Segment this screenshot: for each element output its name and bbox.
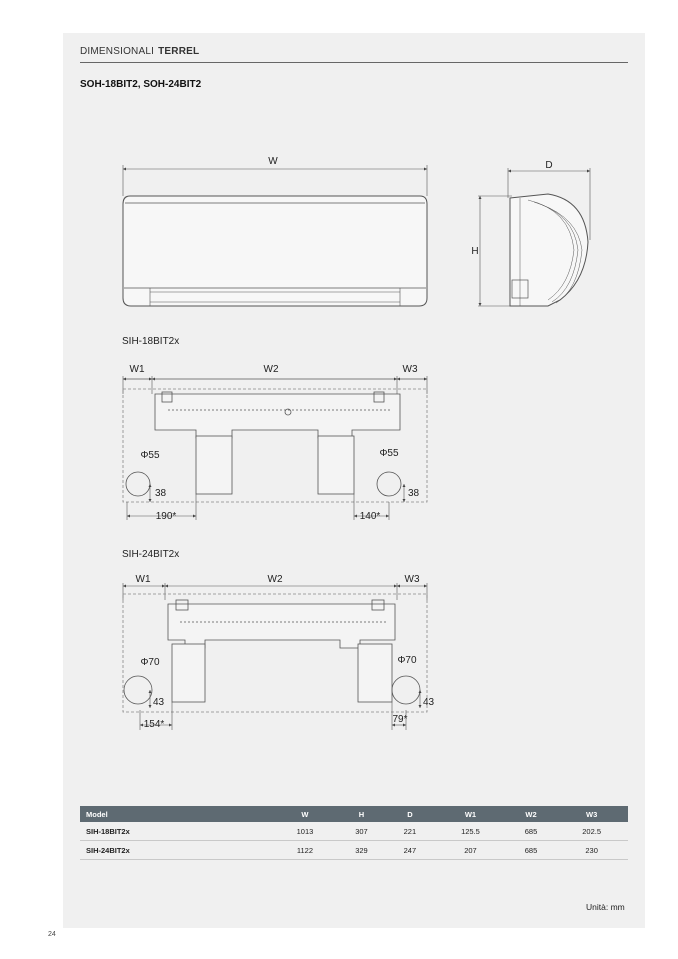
- col-model: Model: [80, 806, 273, 822]
- cell-h: 307: [337, 822, 385, 841]
- hole-left-diameter: Φ55: [140, 450, 160, 461]
- dist-left-value: 190*: [155, 511, 177, 522]
- unit-note: Unità: mm: [586, 902, 625, 912]
- hole-left-diameter: Φ70: [140, 657, 160, 668]
- table-header-row: [80, 806, 628, 822]
- w1-label: W1: [129, 364, 145, 375]
- dimensions-table: [80, 806, 628, 860]
- indoor-unit-front-view: [123, 165, 427, 306]
- w1-label: W1: [135, 574, 151, 585]
- col-h: H: [337, 806, 385, 822]
- col-w3: W3: [555, 806, 628, 822]
- col-w1: W1: [434, 806, 507, 822]
- cell-model: SIH-18BIT2x: [80, 822, 273, 841]
- width-label: W: [268, 156, 278, 167]
- cell-w: 1013: [273, 822, 338, 841]
- offset-left-value: 38: [155, 488, 167, 499]
- offset-left-value: 43: [153, 697, 165, 708]
- section-label: DIMENSIONALI: [80, 46, 155, 57]
- hole-right-diameter: Φ55: [379, 448, 399, 459]
- cell-w2: 685: [507, 822, 555, 841]
- col-w2: W2: [507, 806, 555, 822]
- dist-left-value: 154*: [143, 719, 165, 730]
- bracket-b-drawing: [123, 583, 427, 730]
- cell-d: 221: [386, 822, 434, 841]
- offset-right-value: 38: [408, 488, 420, 499]
- w3-label: W3: [402, 364, 418, 375]
- hole-right-diameter: Φ70: [397, 655, 417, 666]
- cell-w: 1122: [273, 841, 338, 860]
- cell-w3: 202.5: [555, 822, 628, 841]
- w2-label: W2: [263, 364, 279, 375]
- w3-label: W3: [404, 574, 420, 585]
- w2-label: W2: [267, 574, 283, 585]
- page-number: 24: [48, 931, 56, 938]
- cell-d: 247: [386, 841, 434, 860]
- dist-right-value: 79*: [392, 714, 408, 725]
- cell-w1: 207: [434, 841, 507, 860]
- offset-right-value: 43: [423, 697, 435, 708]
- indoor-unit-side-view: [478, 168, 590, 306]
- cell-h: 329: [337, 841, 385, 860]
- cell-w1: 125.5: [434, 822, 507, 841]
- cell-w2: 685: [507, 841, 555, 860]
- col-w: W: [273, 806, 338, 822]
- unit-b-title: SIH-24BIT2x: [122, 549, 180, 560]
- cell-model: SIH-24BIT2x: [80, 841, 273, 860]
- brand-label: TERREL: [158, 46, 200, 57]
- dist-right-value: 140*: [359, 511, 381, 522]
- models-title: SOH-18BIT2, SOH-24BIT2: [80, 79, 202, 90]
- depth-label: D: [545, 160, 553, 171]
- table-row: [80, 822, 628, 841]
- col-d: D: [386, 806, 434, 822]
- unit-a-title: SIH-18BIT2x: [122, 336, 180, 347]
- cell-w3: 230: [555, 841, 628, 860]
- table-row: [80, 841, 628, 860]
- height-label: H: [471, 246, 479, 257]
